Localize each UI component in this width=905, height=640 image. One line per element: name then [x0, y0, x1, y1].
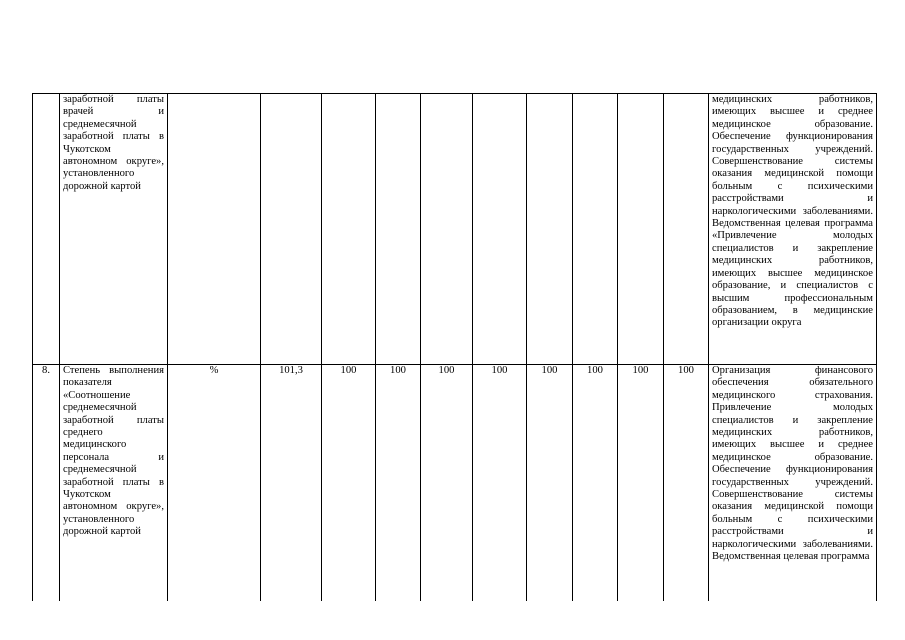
indicator-name: Степень выполнения показателя «Соотношение среднемесячной заработной платы среднего медицинского персонала и среднемесячной заработной платы в Чукотском автономном округе», установленного дорожной картой [60, 365, 168, 602]
measures-cell: Организация финансового обеспечения обязательного медицинского страхования. Привлечение молодых специалистов и закрепление медицинских работников, имеющих высшее и среднее медицинское образование. Обеспечение функционирования государственных учреждений. Совершенствование системы оказания медицинской помощи больным с психическими расстройствами и наркологическими заболеваниями. Ведомственная целевая программа [709, 365, 877, 602]
value-cell [473, 94, 527, 365]
indicators-table [32, 93, 877, 601]
value-cell [421, 94, 473, 365]
unit-cell: % [168, 365, 261, 602]
value-cell [322, 94, 376, 365]
value-cell: 101,3 [261, 365, 322, 602]
value-cell: 100 [473, 365, 527, 602]
table-row [33, 94, 877, 365]
measures-cell: медицинских работников, имеющих высшее и среднее медицинское образование. Обеспечение функционирования государственных учреждений. Совершенствование системы оказания медицинской помощи больным с психическими расстройствами и наркологическими заболеваниями. Ведомственная целевая программа «Привлечение молодых специалистов и закрепление медицинских работников, имеющих высшее медицинское образование, и специалистов с высшим профессиональным образованием, в медицинские организации округа [709, 94, 877, 365]
value-cell: 100 [664, 365, 709, 602]
value-cell: 100 [618, 365, 664, 602]
indicator-name: заработной платы врачей и среднемесячной заработной платы в Чукотском автономном округе», установленного дорожной картой [60, 94, 168, 365]
value-cell: 100 [376, 365, 421, 602]
value-cell: 100 [322, 365, 376, 602]
value-cell [376, 94, 421, 365]
value-cell: 100 [421, 365, 473, 602]
value-cell [573, 94, 618, 365]
value-cell [664, 94, 709, 365]
value-cell [618, 94, 664, 365]
row-number: 8. [33, 365, 60, 602]
row-number [33, 94, 60, 365]
value-cell: 100 [573, 365, 618, 602]
value-cell [261, 94, 322, 365]
value-cell [527, 94, 573, 365]
value-cell: 100 [527, 365, 573, 602]
unit-cell [168, 94, 261, 365]
table-row [33, 365, 877, 602]
